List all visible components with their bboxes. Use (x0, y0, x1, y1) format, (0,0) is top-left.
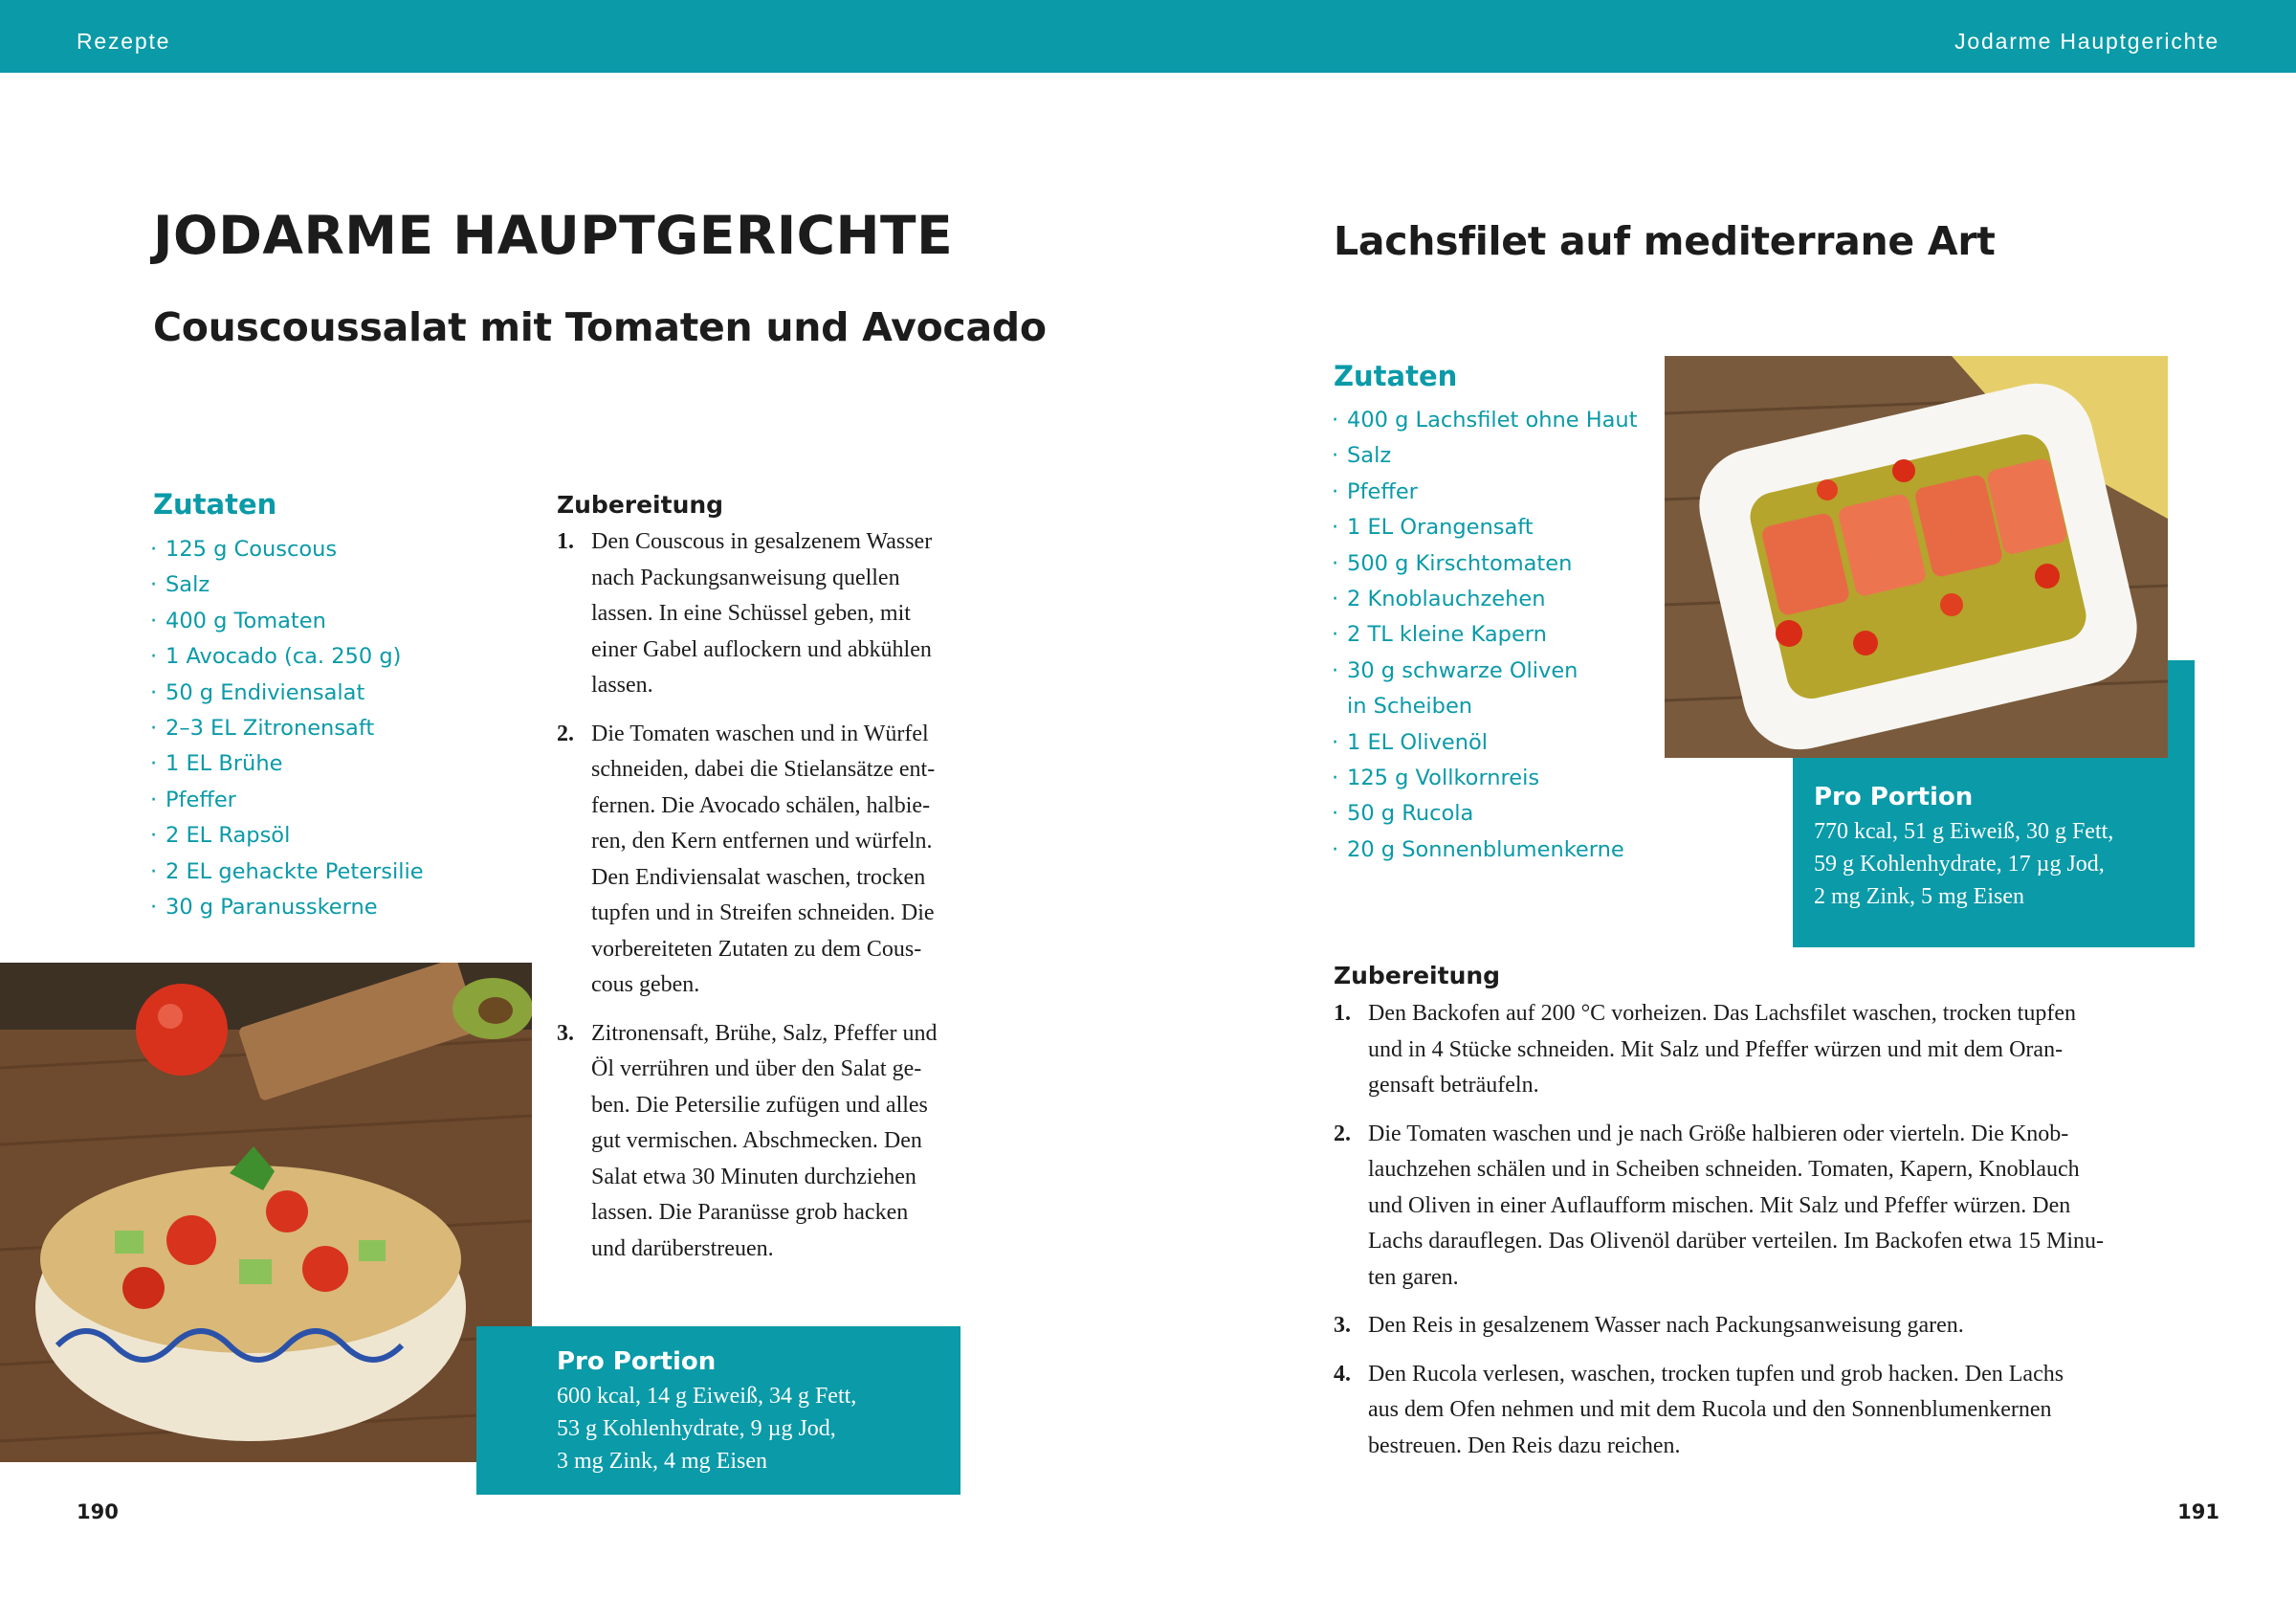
ingredient-item (150, 604, 424, 639)
bullet-dot: · (1332, 765, 1339, 790)
ingredient-item (1332, 403, 1638, 438)
ingredients-list-right (1332, 403, 1638, 868)
ingredient-text: 1 Avocado (ca. 250 g) (166, 644, 402, 670)
step-line: tupfen und in Streifen schneiden. Die (591, 900, 935, 925)
bullet-dot: · (1332, 408, 1339, 433)
step-line: lassen. (591, 673, 653, 698)
ingredient-text: 400 g Tomaten (166, 608, 326, 633)
steps-right (1334, 996, 2175, 1477)
ingredient-text: Pfeffer (1347, 478, 1418, 504)
bullet-dot: · (150, 537, 158, 562)
preparation-step (1334, 1117, 2175, 1297)
step-line: Zitronensaft, Brühe, Salz, Pfeffer und (591, 1020, 938, 1046)
step-line: und in 4 Stücke schneiden. Mit Salz und Pfeffer würzen und mit dem Oran- (1368, 1036, 2064, 1062)
ingredient-text: 30 g schwarze Oliven (1347, 657, 1578, 683)
ingredient-text: 2 Knoblauchzehen (1347, 586, 1546, 611)
ingredient-text: 2 EL gehackte Petersilie (166, 858, 424, 884)
bullet-dot: · (1332, 478, 1339, 504)
bullet-dot: · (1332, 550, 1339, 576)
ingredient-text: 50 g Endiviensalat (166, 679, 365, 705)
bullet-dot: · (150, 572, 158, 598)
step-line: lassen. In eine Schüssel geben, mit (591, 601, 911, 626)
bullet-dot: · (1332, 801, 1339, 827)
per-portion-line-right: 2 mg Zink, 5 mg Eisen (1814, 884, 2024, 909)
step-line: einer Gabel auflockern und abkühlen (591, 636, 932, 662)
ingredient-item (1332, 725, 1638, 761)
bullet-dot: · (1332, 622, 1339, 648)
ingredient-item (150, 639, 424, 675)
ingredient-item (1332, 761, 1638, 796)
per-portion-line-left: 3 mg Zink, 4 mg Eisen (557, 1449, 767, 1474)
bullet-dot: · (150, 787, 158, 812)
step-line: ren, den Kern entfernen und würfeln. (591, 829, 933, 854)
ingredient-item (150, 532, 424, 567)
ingredient-text: 2 TL kleine Kapern (1347, 622, 1547, 648)
bullet-dot: · (1332, 515, 1339, 541)
ingredient-text: Salz (166, 572, 210, 598)
per-portion-line-right: 770 kcal, 51 g Eiweiß, 30 g Fett, (1814, 819, 2114, 844)
bullet-dot: · (150, 858, 158, 884)
step-line: Salat etwa 30 Minuten durchziehen (591, 1164, 916, 1189)
page-number-right: 191 (2177, 1500, 2219, 1523)
step-line: gensaft beträufeln. (1368, 1073, 1539, 1098)
ingredient-text: 1 EL Orangensaft (1347, 515, 1534, 541)
step-line: Die Tomaten waschen und in Würfel (591, 721, 929, 746)
step-line: lassen. Die Paranüsse grob hacken (591, 1200, 909, 1225)
preparation-step (557, 717, 968, 1004)
step-line: Lachs darauflegen. Das Olivenöl darüber verteilen. Im Backofen etwa 15 Minu- (1368, 1229, 2105, 1254)
ingredient-text: 50 g Rucola (1347, 801, 1474, 827)
ingredient-item (1332, 582, 1638, 617)
bullet-dot: · (150, 644, 158, 670)
bullet-dot: · (150, 823, 158, 849)
ingredient-text: 1 EL Brühe (166, 751, 283, 777)
salmon-dish-photo (1665, 356, 2168, 758)
ingredient-text: 2 EL Rapsöl (166, 823, 291, 849)
ingredient-text: 20 g Sonnenblumenkerne (1347, 836, 1624, 862)
bullet-dot: · (150, 679, 158, 705)
ingredient-text: 400 g Lachsfilet ohne Haut (1347, 408, 1638, 433)
step-line: Den Rucola verlesen, waschen, trocken tupfen und grob hacken. Den Lachs (1368, 1361, 2064, 1387)
step-number: 1. (1334, 1001, 1351, 1026)
bullet-dot: · (1332, 586, 1339, 611)
ingredient-text: in Scheiben (1347, 694, 1473, 720)
ingredient-item (150, 890, 424, 925)
bullet-dot: · (150, 894, 158, 920)
bullet-dot: · (1332, 836, 1339, 862)
per-portion-line-left: 600 kcal, 14 g Eiweiß, 34 g Fett, (557, 1384, 857, 1409)
ingredients-list-left (150, 532, 424, 925)
per-portion-title-right: Pro Portion (1814, 783, 1974, 811)
couscous-salad-photo (0, 963, 532, 1462)
preparation-step (557, 1016, 968, 1268)
ingredients-heading-right: Zutaten (1334, 360, 1458, 392)
step-line: ben. Die Petersilie zufügen und alles (591, 1092, 928, 1118)
recipe-title-salmon: Lachsfilet auf mediterrane Art (1334, 218, 1996, 264)
ingredient-item (1332, 475, 1638, 510)
ingredient-item (150, 783, 424, 818)
ingredient-item (1332, 546, 1638, 582)
step-number: 3. (1334, 1313, 1351, 1338)
ingredient-item (150, 676, 424, 711)
ingredient-item (1332, 689, 1638, 724)
step-line: Den Couscous in gesalzenem Wasser (591, 529, 933, 554)
bullet-dot: · (1332, 657, 1339, 683)
preparation-heading-left: Zubereitung (557, 491, 724, 519)
ingredient-text: 500 g Kirschtomaten (1347, 550, 1573, 576)
running-header (0, 0, 2296, 73)
step-number: 2. (557, 721, 574, 746)
ingredient-item (1332, 796, 1638, 832)
step-number: 1. (557, 529, 574, 554)
step-line: vorbereiteten Zutaten zu dem Cous- (591, 936, 922, 962)
page-number-left: 190 (77, 1500, 119, 1523)
ingredient-item (1332, 510, 1638, 545)
step-line: nach Packungsanweisung quellen (591, 565, 900, 590)
ingredient-item (1332, 438, 1638, 474)
step-line: Den Endiviensalat waschen, trocken (591, 864, 926, 890)
step-line: lauchzehen schälen und in Scheiben schneiden. Tomaten, Kapern, Knoblauch (1368, 1157, 2080, 1182)
step-number: 2. (1334, 1121, 1351, 1146)
step-line: cous geben. (591, 972, 700, 997)
ingredients-heading-left: Zutaten (153, 488, 277, 521)
step-line: Den Backofen auf 200 °C vorheizen. Das Lachsfilet waschen, trocken tupfen (1368, 1001, 2076, 1026)
ingredient-item (150, 855, 424, 890)
step-line: gut vermischen. Abschmecken. Den (591, 1128, 922, 1153)
step-line: bestreuen. Den Reis dazu reichen. (1368, 1432, 1681, 1458)
step-line: und Oliven in einer Auflaufform mischen. Mit Salz und Pfeffer würzen. Den (1368, 1192, 2071, 1218)
per-portion-line-left: 53 g Kohlenhydrate, 9 µg Jod, (557, 1416, 836, 1441)
ingredient-text: Salz (1347, 443, 1392, 469)
per-portion-line-right: 59 g Kohlenhydrate, 17 µg Jod, (1814, 852, 2105, 877)
ingredient-text: 125 g Vollkornreis (1347, 765, 1540, 790)
ingredient-text: 125 g Couscous (166, 537, 338, 562)
preparation-heading-right: Zubereitung (1334, 962, 1501, 989)
preparation-step (557, 524, 968, 704)
step-line: und darüberstreuen. (591, 1235, 774, 1261)
step-number: 3. (557, 1020, 574, 1046)
step-line: ten garen. (1368, 1264, 1459, 1290)
running-header-left: Rezepte (77, 29, 171, 54)
step-line: aus dem Ofen nehmen und mit dem Rucola und den Sonnenblumenkernen (1368, 1397, 2052, 1422)
ingredient-item (150, 567, 424, 603)
steps-left (557, 524, 968, 1279)
bullet-dot: · (1332, 729, 1339, 755)
ingredient-item (1332, 833, 1638, 868)
step-line: fernen. Die Avocado schälen, halbie- (591, 792, 931, 818)
ingredient-item (1332, 617, 1638, 653)
step-line: schneiden, dabei die Stielansätze ent- (591, 757, 936, 782)
step-line: Öl verrühren und über den Salat ge- (591, 1056, 922, 1081)
preparation-step (1334, 996, 2175, 1104)
chapter-title: JODARME HAUPTGERICHTE (153, 205, 954, 266)
ingredient-text: 1 EL Olivenöl (1347, 729, 1489, 755)
per-portion-title-left: Pro Portion (557, 1347, 717, 1376)
bullet-dot: · (150, 715, 158, 741)
step-line: Die Tomaten waschen und je nach Größe halbieren oder vierteln. Die Knob- (1368, 1121, 2069, 1146)
per-portion-box-left (476, 1326, 960, 1495)
ingredient-text: Pfeffer (166, 787, 236, 812)
ingredient-text: 2–3 EL Zitronensaft (166, 715, 375, 741)
ingredient-item (150, 711, 424, 746)
ingredient-item (1332, 654, 1638, 689)
ingredient-item (150, 746, 424, 782)
step-number: 4. (1334, 1361, 1351, 1387)
bullet-dot: · (150, 608, 158, 633)
bullet-dot: · (150, 751, 158, 777)
recipe-title-couscous: Couscoussalat mit Tomaten und Avocado (153, 304, 1047, 350)
bullet-dot: · (1332, 443, 1339, 469)
preparation-step (1334, 1357, 2175, 1465)
ingredient-item (150, 818, 424, 854)
ingredient-text: 30 g Paranusskerne (166, 894, 378, 920)
running-header-right: Jodarme Hauptgerichte (1954, 29, 2219, 54)
preparation-step (1334, 1308, 2175, 1344)
step-line: Den Reis in gesalzenem Wasser nach Packungsanweisung garen. (1368, 1313, 1964, 1338)
